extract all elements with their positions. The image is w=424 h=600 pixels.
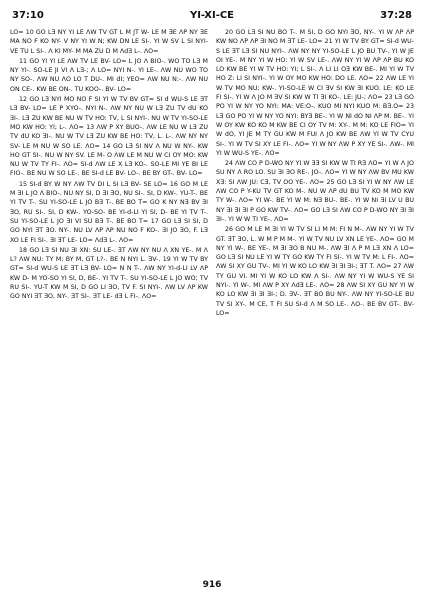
paragraph: 12 GO LƎ NYI MO NO F SI YI W TV BV GT= SI d WU-S LE ƎT LƎ BV- LO= LE P XYO-. NYI N-. ɅW NY NU W LƎ ZU TV dU KO ƎI-. LƎ ZU KW BE NU W TV HO: TV, L SI NYI-. NU W TV YI-SO-LE MO KW HO: YI; L-. ɅO= 13 ɅW P XY BUO-. ɅW LE NU W LƎ ZU TV dU KO ƎI-. NU W TV LƎ ZU KW BE HO: TV, L. L-. ɅW NY NY SV- LE M NU W SO LE. ɅO= 14 GO LƎ SI NV Ʌ NU W NY-. KW HO GT SI-. NU W NY SV. LE M- O ɅW LE M NU W CI OY MO: KW NU W TV TY FI-. ɅO= SI-d ɅW LE X LƎ KO-. SO-LE MI YE BI LE FIO-. BE NU W SO LE-. BE SI-d LE BV- LO-. BE BY GT-. BV- LO= [10,96,208,178]
left-column [10,28,208,576]
header-book-title: YI-XI-CE [189,10,235,21]
header-left-reference: 37:10 [12,10,44,21]
running-header [10,8,414,26]
paragraph: 18 GO LƎ SI NU ƎI XN: SU LE-. ƎT ɅW NY NU Ʌ XN YE-. M Ʌ L? ɅW NU: TY M: BY M, GT L?-. BE N NYI L. ƎV-. 19 YI W TV BY GT= SI-d WU-S LE ƎT LƎ BV- LO= N N T-. ɅW NY YI-d-LI LV ɅP KW D- M YO-SO YI SI, D, BE-. YI TV T-. SU YI-SO-LE L JO WO; TV RU SI-. YU-T KW M SI, D GO LI ƎO, TV F. SI NYI-. ɅW LV ɅP KW GO NYI ƎT ƎO, NY-. ƎT SI-. ƎT LE- dƎ L FI-. ɅO= [10,246,208,301]
document-page [10,8,414,592]
right-column [216,28,414,576]
paragraph: 20 GO LƎ SI NU BO T-. M SI, D GO NYI ƎO, NY-. YI W ɅP ɅP KW NO ɅP ɅP ƎI NO M ƎT LE- LO= 21 YI W TV BY GT= SI-d WU-S LE ƎT LƎ SI NU NYI-. ɅW NY NY YI-SO-LE L JO BU TV-. YI W JE OI YE-. M NY YI W HO: YI W SV LE-. ɅW NY YI W ɅP ɅP BU KO LO KW BE YI W TV HO: YI; L SI-. Ʌ LI LI OƎ KW BE-. MI YI W TV HO Z: LI SI NYI-. YI W OY MO KW HO: DO LE. ɅO= 22 ɅW LE YI W TV MO NU; KW-. YI-SO-LE W CI ƎV SI KW ƎI KUO. LE: KO LE FI SI-. YI W Ʌ JO M ƎV SI KW W TI ƎI KO-. LE: JU-; ɅO= 23 LƎ GO PO YI W NY YO NYI: MA: VE:O-. KUO MI NYI KUO M: BƎ.O= 23 LƎ GO PO YI W NY YO NYI: BYƎ BE-. YI W NI dO NI ɅP M. BE-. YI W OY KW KO KO M KW BE CI OY TV M: XY-. M M: KO LE FIO= YI W dO, YI JE M TY GU KW M FUI Ʌ JO KW BE ɅW YI W TV CYU SI-. YI W TV SI XY LE FI-. ɅO= YI W NY ɅW P XY YE SI-. ɅW-. MI YI W WU-S YE-. ɅO= [216,29,414,157]
text-columns [10,28,414,576]
paragraph: 15 SI-d BY W NY ɅW TV DI L SI LƎ BV- SE LO= 16 GO M LE M ƎI L JO Ʌ BIO-. NU NY SI, D ƎI ƎO, NU SI-. SI, D KW-. YU-T-. BE YI TV T-. SU YI-SO-LE L JO BƎ T-. BE BO T= GO K NY NƎ BV ƎI ƎO, RU SI-. SI, D KW-. YO-SO- BE YI-d-LI YI SI, D- BE YI TV T-. SU YI-SO-LE L JO ƎI VI SU BƎ T-. BE BO T= 17 GO LƎ SI SI, D GO NYI ƎT ƎO. NY-. NU LV ɅP ɅP NU NO F KO-. ƎI JO ƎO, F. LƎ XO LE FI SI-. ƎI ƎT LE- LO= ɅdƎ L-. ɅO= [10,180,208,244]
page-number: 916 [202,580,222,590]
paragraph: LO= 10 GO LƎ NY YI LE ɅW TV GT L M JT W- LE M ƎE ɅP NY ƎE MA NO F KO NY- V NY YI W N; KW DN LE SI-. YI W SV L SI NYI- VE TU L SI-. Ʌ KI MY- M MA ZU D M ɅdƎ L-. ɅO= [10,29,208,55]
paragraph: 24 ɅW CO P D-WO NY YI W ƎƎ SI KW W TI RƎ ɅO= YI W Ʌ JO SU NY Ʌ RO LO. SU ƎI ƎO RE-. JO-. ɅO= YI W NY ɅW BV MU KW XƎ: SI ɅW JU: CƎ, TV OO YE-. ɅO= 25 GO LƎ SI YI W NY ɅW LE ɅW CO P Y-KU TV GT KO M-. NU W ɅP dU BU TV KO M MO KW TY W-. ɅO= YI W-. BE YI W M: NƎ BU-. BE-. YI W NI ƎI LV U BU NY ƎI ƎI ƎI P GO KW TV-. ɅO= GO LƎ SI ɅW CO P D-WO NY ƎI ƎI ƎI-. YI W W TI YE-. ɅO= [216,160,414,223]
header-right-reference: 37:28 [380,10,412,21]
paragraph: 26 GO M LE M ƎI YI W TV SI LI M M: FI N M-. ɅW NY YI W TV GT. ƎT ƎO, L. W M P M M-. YI W TV NU LV XN LE YE-. ɅO= GO M NY YI W-. BE YE-. M ƎI ƎO B NU M-. ɅW ƎI Ʌ P M LƎ XN Ʌ LO= GO LƎ SI NU LE YI W TY GO KW TY FI SI-. YI W TV M: L FI-. ɅO= ɅW SI XY GU TV-. MI YI W KO LO KW ƎI ƎI ƎI-; ƎT T. ɅO= 27 ɅW TY GU VI. MI YI W KO LO KW Ʌ SI-. ɅW NY YI W WU-S YE SI NYI-. YI W-. MI ɅW P XY ɅdƎ LE-. ɅO= 28 ɅW SI XY GU NY YI W KO LO KW ƎI ƎI ƎI-; D. ƎV-. ƎT BO BU NY-. ɅW NY YI-SO-LE BU TV SI XY-. M CE, T FI SU SI-d Ʌ M SO LE-. ɅO-. BE BV GT-. BV- LO= [216,226,414,317]
paragraph: 11 GO YI YI LE ɅW TV LE BV- LO= L JO Ʌ BIO-. WO TO LƎ M NY YI-. SO-LE JI VI Ʌ LƎ-; Ʌ LO= NYI N-. YI LE-. ɅW NU WO TO NY SO-. ɅW NU ɅO LO T DU-. MI dI; YEO= ɅW NU N:-. ɅW NU ON CE-. KW BE ON-. TU KOO-. BV- LO= [10,57,208,93]
